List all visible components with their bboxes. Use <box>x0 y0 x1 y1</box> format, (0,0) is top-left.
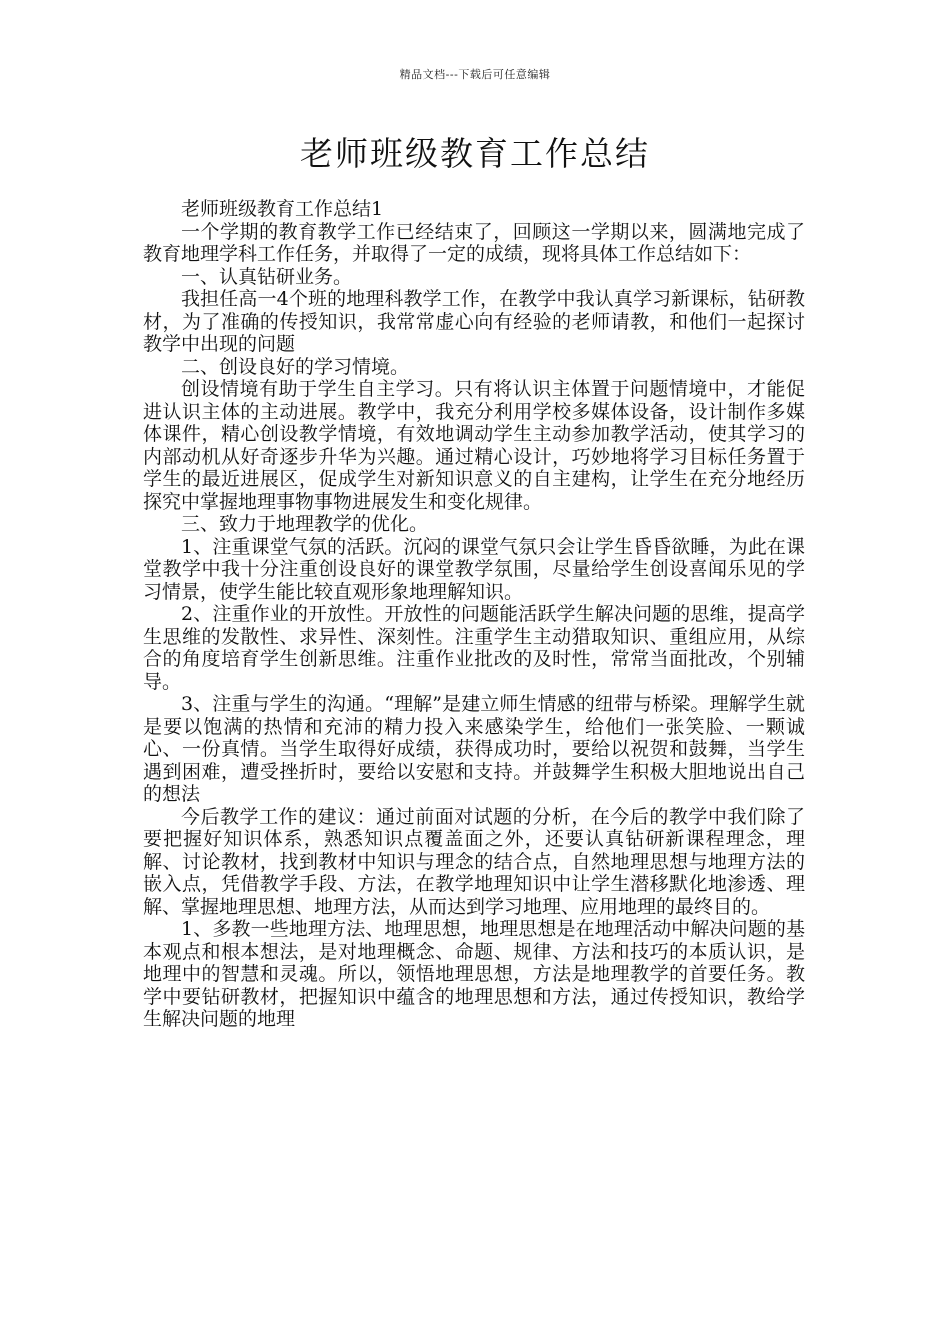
paragraph: 今后教学工作的建议：通过前面对试题的分析，在今后的教学中我们除了要把握好知识体系，熟悉知识点覆盖面之外，还要认真钻研新课程理念，理解、讨论教材，找到教材中知识与理念的结合点，自然地理思想与地理方法的嵌入点，凭借教学手段、方法，在教学地理知识中让学生潜移默化地渗透、理解、掌握地理思想、地理方法，从而达到学习地理、应用地理的最终目的。 <box>143 805 805 918</box>
document-title: 老师班级教育工作总结 <box>300 134 650 173</box>
paragraph: 创设情境有助于学生自主学习。只有将认识主体置于问题情境中，才能促进认识主体的主动进展。教学中，我充分利用学校多媒体设备，设计制作多媒体课件，精心创设教学情境，有效地调动学生主动参加教学活动，使其学习的内部动机从好奇逐步升华为兴趣。通过精心设计，巧妙地将学习目标任务置于学生的最近进展区，促成学生对新知识意义的自主建构，让学生在充分地经历探究中掌握地理事物事物进展发生和变化规律。 <box>143 378 805 513</box>
section-heading-3: 三、致力于地理教学的优化。 <box>181 513 429 535</box>
paragraph-subtitle: 老师班级教育工作总结1 <box>181 198 384 220</box>
header-note: 精品文档---下载后可任意编辑 <box>399 68 551 81</box>
paragraph: 1、多教一些地理方法、地理思想，地理思想是在地理活动中解决问题的基本观点和根本想法，是对地理概念、命题、规律、方法和技巧的本质认识，是地理中的智慧和灵魂。所以，领悟地理思想，方法是地理教学的首要任务。教学中要钻研教材，把握知识中蕴含的地理思想和方法，通过传授知识，教给学生解决问题的地理 <box>143 918 805 1030</box>
section-heading-1: 一、认真钻研业务。 <box>181 265 353 288</box>
paragraph: 1、注重课堂气氛的活跃。沉闷的课堂气氛只会让学生昏昏欲睡，为此在课堂教学中我十分注重创设良好的课堂教学氛围，尽量给学生创设喜闻乐见的学习情景，使学生能比较直观形象地理解知识。 <box>143 535 805 603</box>
paragraph: 我担任高一4个班的地理科教学工作，在教学中我认真学习新课标，钻研教材，为了准确的传授知识，我常常虚心向有经验的老师请教，和他们一起探讨教学中出现的问题 <box>143 288 805 355</box>
paragraph-intro: 一个学期的教育教学工作已经结束了，回顾这一学期以来，圆满地完成了教育地理学科工作任务，并取得了一定的成绩，现将具体工作总结如下： <box>143 220 805 265</box>
paragraph: 3、注重与学生的沟通。“理解”是建立师生情感的纽带与桥梁。理解学生就是要以饱满的热情和充沛的精力投入来感染学生，给他们一张笑脸、一颗诚心、一份真情。当学生取得好成绩，获得成功时，要给以祝贺和鼓舞，当学生遇到困难，遭受挫折时，要给以安慰和支持。并鼓舞学生积极大胆地说出自己的想法 <box>143 693 805 805</box>
paragraph: 2、注重作业的开放性。开放性的问题能活跃学生解决问题的思维，提高学生思维的发散性、求异性、深刻性。注重学生主动猎取知识、重组应用，从综合的角度培育学生创新思维。注重作业批改的及时性，常常当面批改，个别辅导。 <box>143 603 805 693</box>
section-heading-2: 二、创设良好的学习情境。 <box>181 355 410 378</box>
document-body <box>143 198 805 1031</box>
